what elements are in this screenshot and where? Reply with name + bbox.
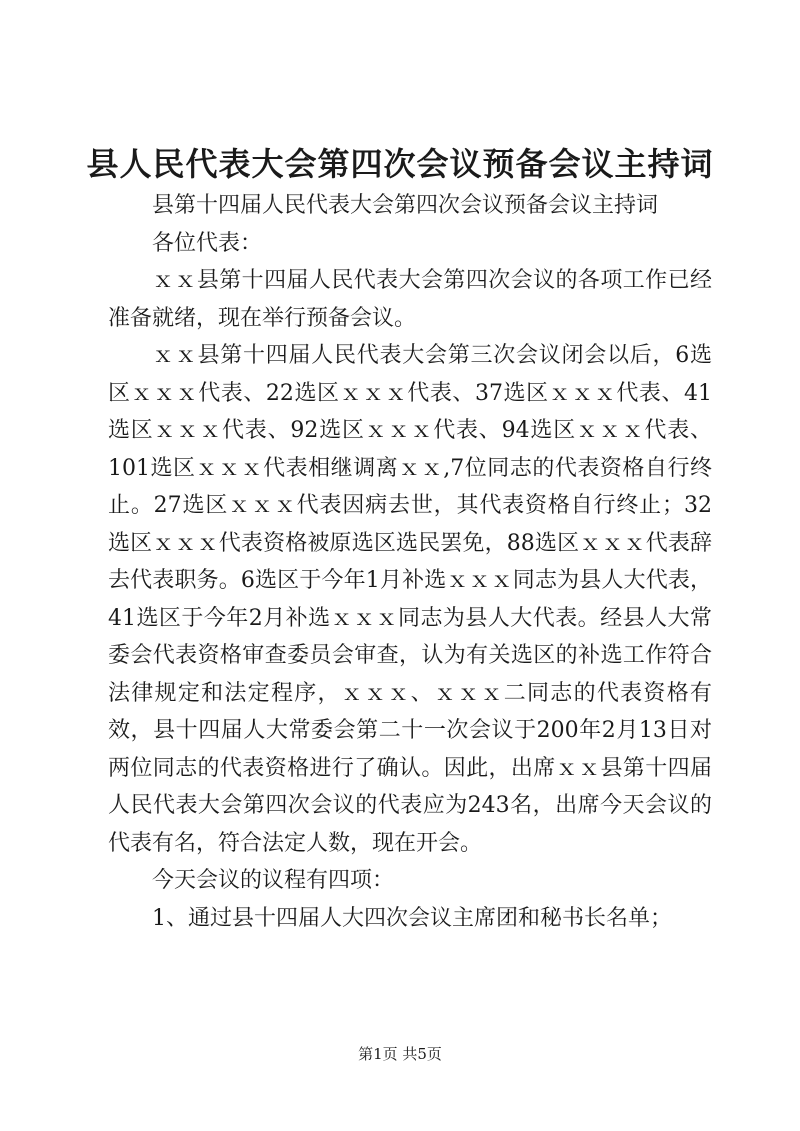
agenda-intro-paragraph: 今天会议的议程有四项： [152, 868, 395, 893]
page-number-footer: 第1页 共5页 [358, 1045, 442, 1063]
salutation-paragraph: 各位代表： [152, 230, 263, 256]
document-title: 县人民代表大会第四次会议预备会议主持词 [86, 145, 714, 183]
subtitle-paragraph: 县第十四届人民代表大会第四次会议预备会议主持词 [152, 193, 659, 218]
body-paragraph: ｘｘ县第十四届人民代表大会第四次会议的各项工作已经准备就绪，现在举行预备会议。 [108, 268, 712, 331]
document-body [108, 187, 712, 937]
body-paragraph: ｘｘ县第十四届人民代表大会第三次会议闭会以后，6选区ｘｘｘ代表、22选区ｘｘｘ代表、37选区ｘｘｘ代表、41选区ｘｘｘ代表、92选区ｘｘｘ代表、94选区ｘｘｘ代表、101选区ｘｘｘ代表相继调离ｘｘ,7位同志的代表资格自行终止。27选区ｘｘｘ代表因病去世，其代表资格自行终止；32选区ｘｘｘ代表资格被原选区选民罢免，88选区ｘｘｘ代表辞去代表职务。6选区于今年1月补选ｘｘｘ同志为县人大代表，41选区于今年2月补选ｘｘｘ同志为县人大代表。经县人大常委会代表资格审查委员会审查，认为有关选区的补选工作符合法律规定和法定程序，ｘｘｘ、ｘｘｘ二同志的代表资格有效，县十四届人大常委会第二十一次会议于200年2月13日对两位同志的代表资格进行了确认。因此，出席ｘｘ县第十四届人民代表大会第四次会议的代表应为243名，出席今天会议的代表有名，符合法定人数，现在开会。 [108, 343, 712, 856]
agenda-item: 1、通过县十四届人大四次会议主席团和秘书长名单； [152, 905, 672, 931]
